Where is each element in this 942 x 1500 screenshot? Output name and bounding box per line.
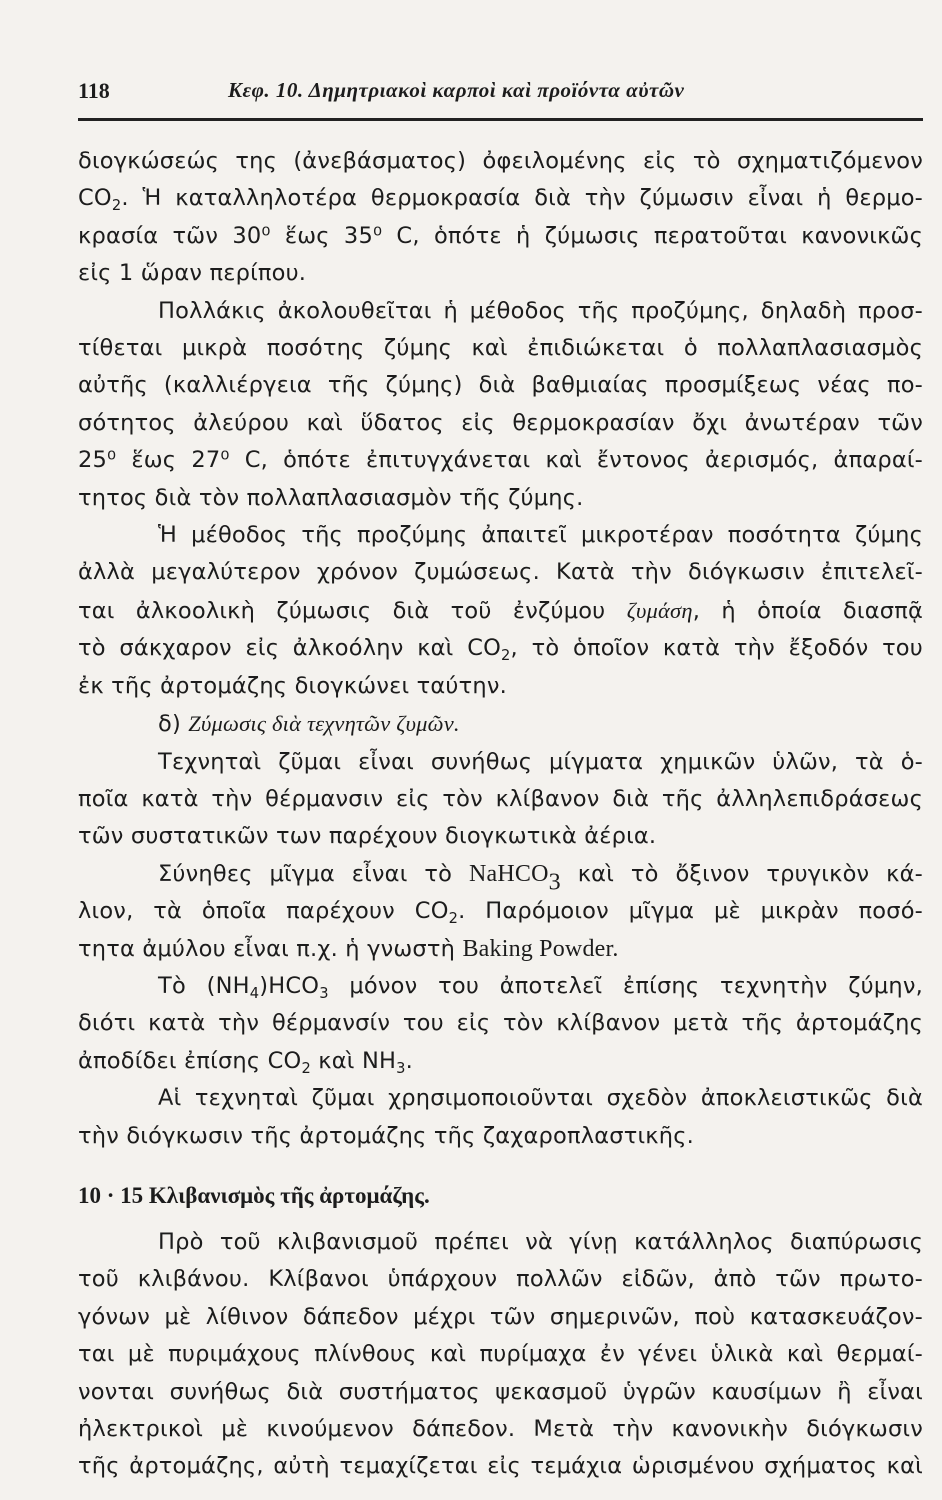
text-line: γόνων μὲ λίθινον δάπεδον μέχρι τῶν σημερινῶν, ποὺ κατασκευάζον- (78, 1303, 923, 1330)
text-line: διότι κατὰ τὴν θέρμανσίν του εἰς τὸν κλίβανον μετὰ τῆς ἀρτομάζης (78, 1010, 923, 1037)
text-line: τίθεται μικρὰ ποσότης ζύμης καὶ ἐπιδιώκεται ὁ πολλαπλασιασμὸς (78, 335, 923, 362)
text-line: νονται συνήθως διὰ συστήματος ψεκασμοῦ ὑγρῶν καυσίμων ἢ εἶναι (78, 1378, 923, 1405)
paragraph-sourdough-method (78, 293, 923, 517)
text-line: 25⁰ ἕως 27⁰ C, ὁπότε ἐπιτυγχάνεται καὶ ἔντονος ἀερισμός, ἀπαραί- (78, 447, 923, 474)
header-rule (78, 118, 923, 121)
text-line: ται ἀλκοολικὴ ζύμωσις διὰ τοῦ ἐνζύμου ζυμάση, ἡ ὁποία διασπᾷ (78, 597, 923, 624)
paragraph-fermentation-temperature (78, 143, 923, 293)
paragraph-baking-ovens (78, 1224, 923, 1486)
text-line: τῆς ἀρτομάζης, αὐτὴ τεμαχίζεται εἰς τεμάχια ὡρισμένου σχήματος καὶ (78, 1453, 923, 1480)
text-line: τὸ σάκχαρον εἰς ἀλκοόλην καὶ $CO_2$, τὸ ὁποῖον κατὰ τὴν ἔξοδόν του (78, 635, 923, 665)
text-line: Αἱ τεχνηταὶ ζῦμαι χρησιμοποιοῦνται σχεδὸν ἀποκλειστικῶς διὰ (158, 1085, 923, 1112)
text-line: εἰς 1 ὥραν περίπου. (78, 260, 307, 287)
section-title: Κλιβανισμὸς τῆς ἀρτομάζης. (148, 1182, 430, 1208)
text-line: τητα ἀμύλου εἶναι π.χ. ἡ γνωστὴ Baking Powder. (78, 935, 619, 962)
running-header (78, 74, 923, 114)
page-number: 118 (78, 78, 110, 103)
text-line: τὴν διόγκωσιν τῆς ἀρτομάζης τῆς ζαχαροπλαστικῆς. (78, 1122, 694, 1149)
paragraph-artificial-yeasts (78, 744, 923, 856)
text-line: Τεχνηταὶ ζῦμαι εἶναι συνήθως μίγματα χημικῶν ὑλῶν, τὰ ὁ- (158, 748, 923, 775)
text-line: ἀποδίδει ἐπίσης $CO_2$ καὶ $NH_3$. (78, 1047, 413, 1077)
text-line: Ἡ μέθοδος τῆς προζύμης ἀπαιτεῖ μικροτέραν ποσότητα ζύμης (158, 522, 923, 549)
paragraph-ammonium-bicarbonate (78, 968, 923, 1080)
text-line: ἀλλὰ μεγαλύτερον χρόνον ζυμώσεως. Κατὰ τὴν διόγκωσιν ἐπιτελεῖ- (78, 559, 923, 586)
paragraph-confectionery-use (78, 1080, 923, 1155)
text-line: ἠλεκτρικοὶ μὲ κινούμενον δάπεδον. Μετὰ τὴν κανονικὴν διόγκωσιν (78, 1416, 923, 1442)
text-line: ἐκ τῆς ἀρτομάζης διογκώνει ταύτην. (78, 672, 507, 699)
page-body (78, 143, 923, 1486)
text-line: τῶν συστατικῶν των παρέχουν διογκωτικὰ ἀέρια. (78, 823, 657, 850)
text-line: διογκώσεώς της (ἀνεβάσματος) ὀφειλομένης εἰς τὸ σχηματιζόμενον (78, 148, 923, 174)
section-heading (78, 1177, 923, 1214)
text-line: τητος διὰ τὸν πολλαπλασιασμὸν τῆς ζύμης. (78, 484, 584, 511)
paragraph-baking-powder (78, 856, 923, 968)
paragraph-sourdough-requirements (78, 517, 923, 705)
text-line: ται μὲ πυριμάχους πλίνθους καὶ πυρίμαχα ἐν γένει ὑλικὰ καὶ θερμαί- (78, 1341, 923, 1368)
text-line: σότητος ἀλεύρου καὶ ὕδατος εἰς θερμοκρασίαν ὄχι ἀνωτέραν τῶν (78, 409, 923, 436)
text-line: Τὸ $(NH_4)HCO_3$ μόνον του ἀποτελεῖ ἐπίσης τεχνητὴν ζύμην, (158, 972, 923, 1003)
text-line: $CO_2$. Ἡ καταλληλοτέρα θερμοκρασία διὰ τὴν ζύμωσιν εἶναι ἡ θερμο- (78, 185, 923, 215)
text-line: τοῦ κλιβάνου. Κλίβανοι ὑπάρχουν πολλῶν εἰδῶν, ἀπὸ τῶν πρωτο- (78, 1266, 923, 1293)
running-title: Κεφ. 10. Δημητριακοὶ καρποὶ καὶ προϊόντα αὐτῶν (228, 78, 685, 102)
subheading-artificial-yeasts: δ) Ζύμωσις διὰ τεχνητῶν ζυμῶν. (158, 711, 460, 738)
text-line: ποῖα κατὰ τὴν θέρμανσιν εἰς τὸν κλίβανον διὰ τῆς ἀλληλεπιδράσεως (78, 785, 923, 812)
italic-term: ζυμάση (626, 597, 693, 623)
text-line: αὐτῆς (καλλιέργεια τῆς ζύμης) διὰ βαθμιαίας προσμίξεως νέας πο- (78, 372, 923, 399)
text-line: Πολλάκις ἀκολουθεῖται ἡ μέθοδος τῆς προζύμης, δηλαδὴ προσ- (158, 297, 923, 324)
text-line: Σύνηθες μῖγμα εἶναι τὸ NaHCO3 καὶ τὸ ὄξινον τρυγικὸν κά- (158, 860, 923, 896)
text-line: Πρὸ τοῦ κλιβανισμοῦ πρέπει νὰ γίνῃ κατάλληλος διαπύρωσις (158, 1228, 923, 1255)
text-line: κρασία τῶν 30⁰ ἕως 35⁰ C, ὁπότε ἡ ζύμωσις περατοῦται κανονικῶς (78, 222, 923, 249)
text-line: λιον, τὰ ὁποῖα παρέχουν $CO_2$. Παρόμοιον μῖγμα μὲ μικρὰν ποσό- (78, 898, 923, 928)
section-number: 10 · 15 (78, 1182, 144, 1208)
